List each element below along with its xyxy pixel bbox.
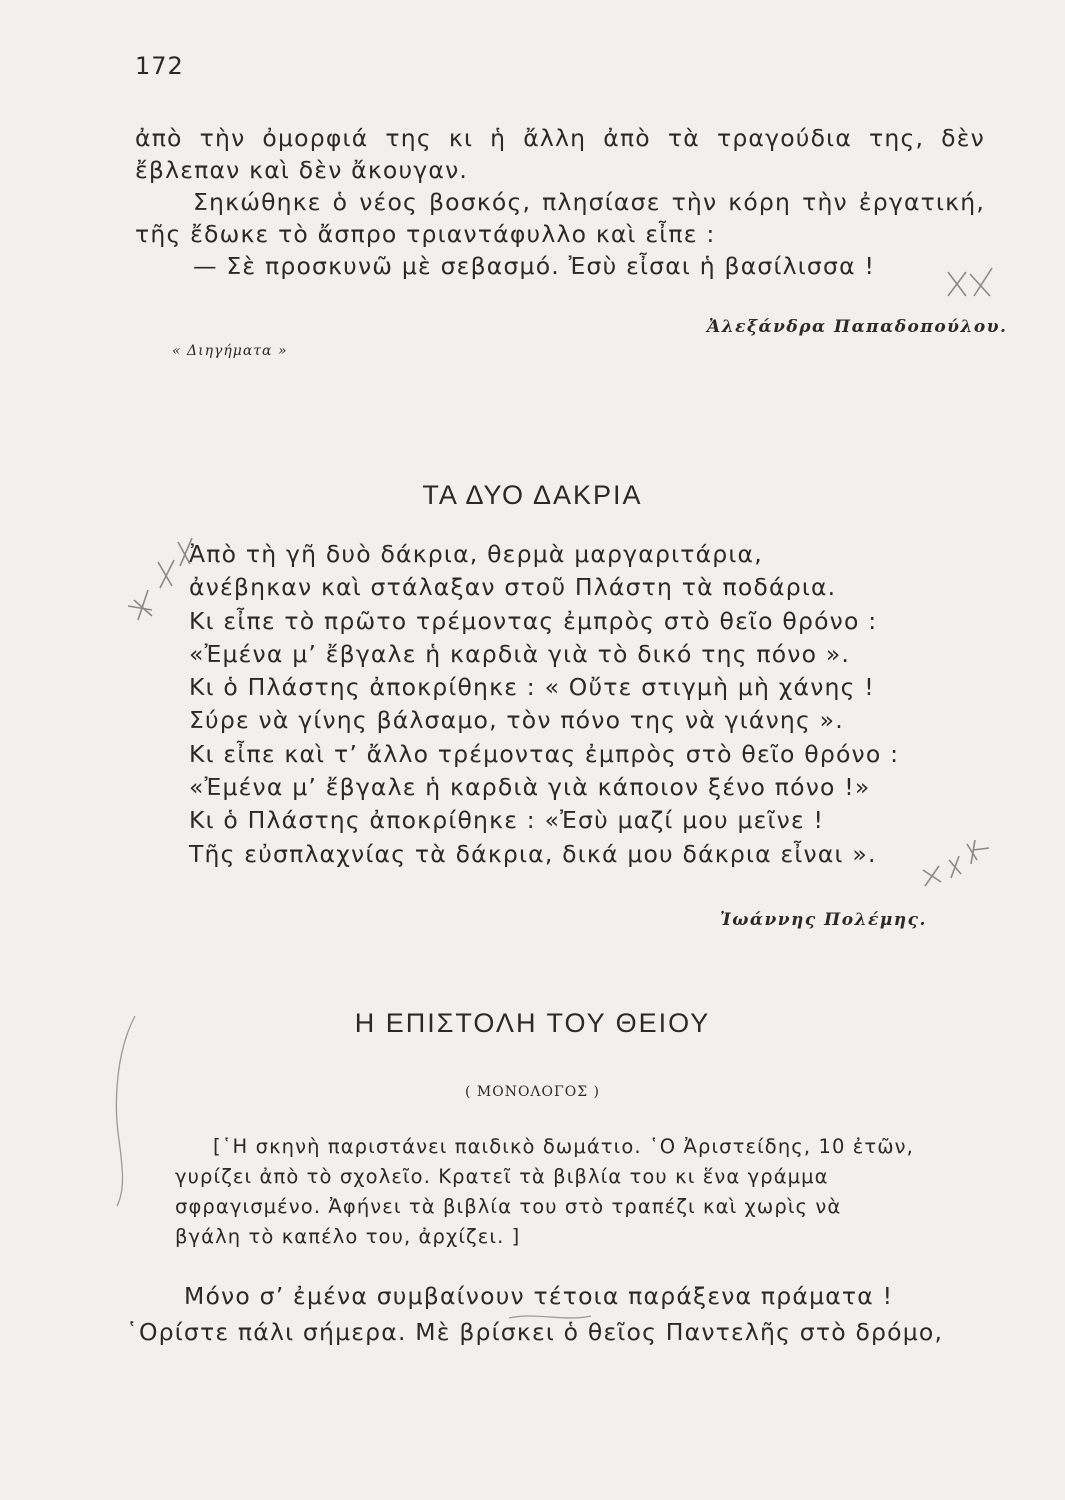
monologue-line: Μόνο σ’ ἐμένα συμβαίνουν τέτοια παράξενα πράματα ! [184, 1282, 894, 1310]
stage-line: [῾Η σκηνὴ παριστάνει παιδικὸ δωμάτιο. ῾Ο Ἀριστείδης, 10 ἐτῶν, [213, 1135, 914, 1158]
prose-line: Σηκώθηκε ὁ νέος βοσκός, πλησίασε τὴν κόρη τὴν ἐργατική, [193, 188, 985, 216]
poem-line: «Ἐμένα μ’ ἔβγαλε ἡ καρδιὰ γιὰ κάποιον ξένο πόνο !» [189, 773, 871, 802]
poem-line: Σύρε νὰ γίνης βάλσαμο, τὸν πόνο της νὰ γιάνης ». [189, 706, 844, 735]
poem-line: Κι εἶπε καὶ τ’ ἄλλο τρέμοντας ἐμπρὸς στὸ θεῖο θρόνο : [189, 739, 900, 768]
prose-line: τῆς ἔδωκε τὸ ἄσπρο τριαντάφυλλο καὶ εἶπε : [135, 220, 716, 248]
prose-line: ἔβλεπαν καὶ δὲν ἄκουγαν. [135, 156, 469, 184]
stage-line: βγάλη τὸ καπέλο του, ἀρχίζει. ] [175, 1225, 521, 1248]
prose-line: ἀπὸ τὴν ὀμορφιά της κι ἡ ἄλλη ἀπὸ τὰ τραγούδια της, δὲν [135, 124, 985, 152]
pencil-mark-icon [95, 1010, 155, 1210]
page-number: 172 [135, 52, 184, 80]
poem-author: Ἰωάννης Πολέμης. [720, 910, 927, 930]
intro-prose [135, 122, 985, 282]
poem-line: Κι ὁ Πλάστης ἀποκρίθηκε : «Ἐσὺ μαζί μου μεῖνε ! [189, 806, 825, 835]
stage-line: γυρίζει ἀπὸ τὸ σχολεῖο. Κρατεῖ τὰ βιβλία του κι ἕνα γράμμα [175, 1165, 829, 1188]
poem-title: ΤΑ ΔΥΟ ΔΑΚΡΙΑ [422, 480, 643, 510]
monologue-line: ῾Ορίστε πάλι σήμερα. Μὲ βρίσκει ὁ θεῖος Παντελῆς στὸ δρόμο, [126, 1318, 944, 1346]
monologue-opening [126, 1278, 976, 1350]
story-author: Ἀλεξάνδρα Παπαδοπούλου. [707, 317, 1008, 337]
poem-line: «Ἐμένα μ’ ἔβγαλε ἡ καρδιὰ γιὰ τὸ δικό της πόνο ». [189, 639, 851, 668]
stage-line: σφραγισμένο. Ἀφήνει τὰ βιβλία του στὸ τραπέζι καὶ χωρὶς νὰ [175, 1195, 842, 1218]
monologue-title: Η ΕΠΙΣΤΟΛΗ ΤΟΥ ΘΕΙΟΥ [354, 1008, 711, 1038]
monologue-subtitle: ( ΜΟΝΟΛΟΓΟΣ ) [464, 1084, 601, 1100]
poem-line: Ἀπὸ τὴ γῆ δυὸ δάκρια, θερμὰ μαργαριτάρια, [189, 540, 763, 568]
poem-line: ἀνέβηκαν καὶ στάλαξαν στοῦ Πλάστη τὰ ποδάρια. [189, 573, 837, 602]
poem-line: Κι εἶπε τὸ πρῶτο τρέμοντας ἐμπρὸς στὸ θεῖο θρόνο : [189, 606, 878, 635]
prose-line: — Σὲ προσκυνῶ μὲ σεβασμό. Ἐσὺ εἶσαι ἡ βασίλισσα ! [193, 252, 876, 280]
poem-body [189, 538, 899, 871]
pencil-mark-icon [118, 530, 198, 625]
poem-line: Κι ὁ Πλάστης ἀποκρίθηκε : « Οὔτε στιγμὴ μὴ χάνης ! [189, 673, 875, 702]
poem-line: Τῆς εὐσπλαχνίας τὰ δάκρια, δικά μου δάκρια εἶναι ». [189, 839, 877, 868]
stage-direction [175, 1132, 977, 1252]
pencil-mark-icon [915, 830, 995, 890]
story-source: « Διηγήματα » [172, 343, 288, 359]
